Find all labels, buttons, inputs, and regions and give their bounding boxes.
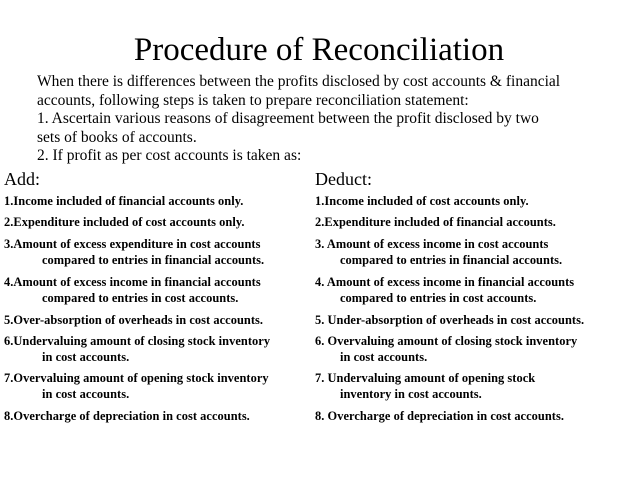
add-item: [4, 193, 243, 209]
add-item: [4, 214, 245, 230]
deduct-item-line: compared to entries in financial accounts.: [340, 253, 563, 267]
add-item-line: 2.Expenditure included of cost accounts only.: [4, 215, 245, 229]
add-item-line: 5.Over-absorption of overheads in cost accounts.: [4, 313, 264, 327]
add-item: [4, 236, 264, 268]
add-item-line: 7.Overvaluing amount of opening stock inventory: [4, 371, 269, 385]
add-item-line: compared to entries in financial accounts.: [42, 253, 265, 267]
add-item-line: compared to entries in cost accounts.: [42, 291, 239, 305]
intro-text: [37, 73, 627, 166]
intro-line: When there is differences between the profits disclosed by cost accounts & financial: [37, 73, 561, 90]
deduct-item-line: 7. Undervaluing amount of opening stock: [315, 371, 536, 385]
deduct-item-line: 8. Overcharge of depreciation in cost accounts.: [315, 409, 564, 423]
deduct-item: [315, 193, 529, 209]
add-item-line: in cost accounts.: [42, 387, 130, 401]
add-item-line: 6.Undervaluing amount of closing stock inventory: [4, 334, 271, 348]
deduct-item: [315, 214, 556, 230]
add-heading: Add:: [4, 169, 40, 189]
add-item: [4, 274, 261, 306]
deduct-item-line: 6. Overvaluing amount of closing stock inventory: [315, 334, 578, 348]
add-item-line: 3.Amount of excess expenditure in cost accounts: [4, 237, 261, 251]
deduct-item-line: 2.Expenditure included of financial accounts.: [315, 215, 556, 229]
add-item: [4, 312, 263, 328]
deduct-item: [315, 408, 564, 424]
add-item-line: 1.Income included of financial accounts only.: [4, 194, 244, 208]
deduct-item-line: 3. Amount of excess income in cost accounts: [315, 237, 549, 251]
intro-line: sets of books of accounts.: [37, 128, 197, 146]
deduct-item: [315, 312, 584, 328]
deduct-item-line: in cost accounts.: [340, 350, 428, 364]
add-item-line: 8.Overcharge of depreciation in cost accounts.: [4, 409, 250, 423]
deduct-item-line: 5. Under-absorption of overheads in cost accounts.: [315, 313, 585, 327]
add-item-line: in cost accounts.: [42, 350, 130, 364]
deduct-item-line: compared to entries in cost accounts.: [340, 291, 537, 305]
deduct-item: [315, 236, 562, 268]
deduct-item-line: inventory in cost accounts.: [340, 387, 482, 401]
intro-line: accounts, following steps is taken to prepare reconciliation statement:: [37, 91, 469, 109]
intro-line: 2. If profit as per cost accounts is taken as:: [37, 147, 302, 165]
deduct-heading: Deduct:: [315, 169, 372, 189]
page-title: Procedure of Reconciliation: [133, 32, 505, 68]
add-item: [4, 333, 270, 365]
add-item: [4, 408, 250, 424]
deduct-item-line: 1.Income included of cost accounts only.: [315, 194, 529, 208]
add-item: [4, 370, 269, 402]
add-item-line: 4.Amount of excess income in financial accounts: [4, 275, 261, 289]
deduct-item: [315, 274, 574, 306]
deduct-item-line: 4. Amount of excess income in financial accounts: [315, 275, 575, 289]
intro-line: 1. Ascertain various reasons of disagreement between the profit disclosed by two: [37, 110, 539, 128]
deduct-item: [315, 370, 535, 402]
deduct-item: [315, 333, 577, 365]
